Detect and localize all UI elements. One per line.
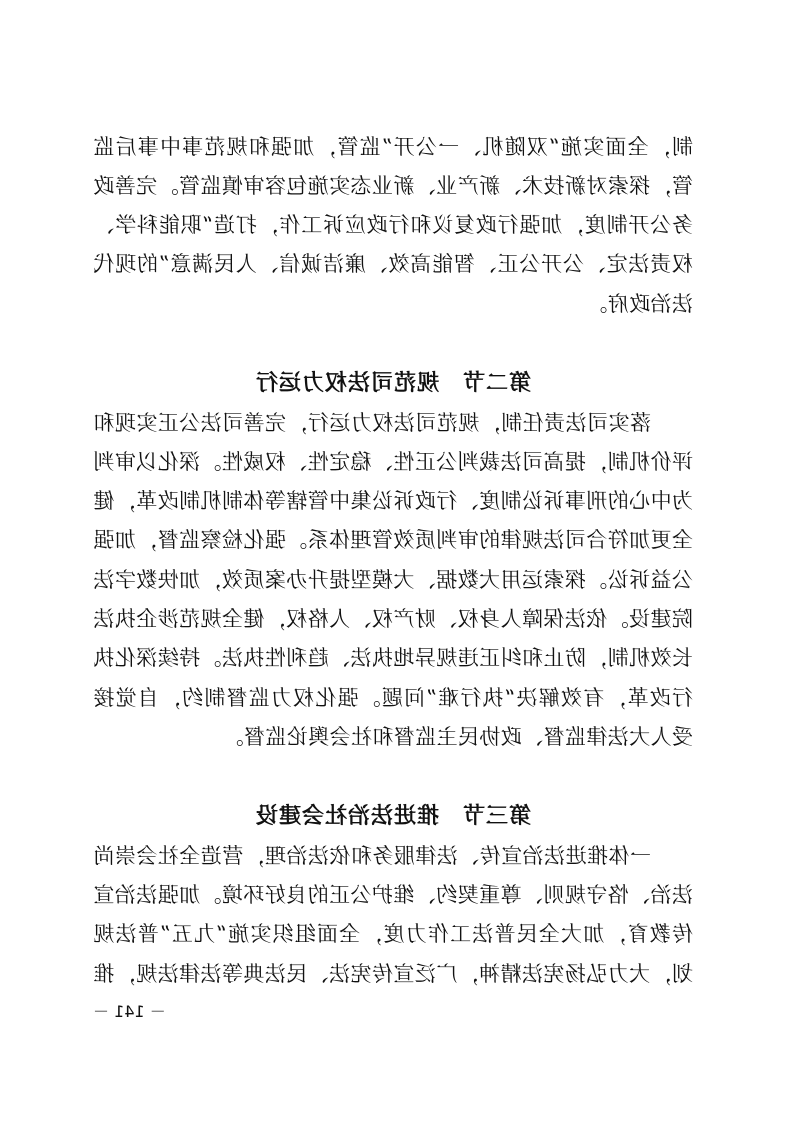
paragraph-line: 院建设。依法保障人身权、财产权、人格权，健全规范涉企执法 (93, 607, 693, 631)
paragraph-line: 受人大法律监督、政协民主监督和社会舆论监督。 (222, 725, 693, 749)
paragraph-line: 评价机制，提高司法裁判公正性、稳定性、权威性。深化以审判 (93, 450, 693, 474)
paragraph-line: 为中心的刑事诉讼制度、行政诉讼集中管辖等体制机制改革，健 (93, 489, 693, 513)
paragraph-line: 落实司法责任制，规范司法权力运行，完善司法公正实现和 (93, 411, 651, 435)
paragraph-line: 管，探索对新技术、新产业、新业态实施包容审慎监管。完善政 (93, 174, 693, 198)
paragraph-line: 制，全面实施“双随机、一公开”监管，加强和规范事中事后监 (93, 135, 693, 159)
paragraph-line: 行改革，有效解决“执行难”问题。强化权力监督制约，自觉接 (93, 686, 693, 710)
paragraph-line: 务公开制度，加强行政复议和行政应诉工作，打造“职能科学、 (93, 213, 693, 237)
paragraph-line: 权责法定、公开公正、智能高效、廉洁诚信、人民满意”的现代 (93, 252, 693, 276)
paragraph-line: 全更加符合司法规律的审判质效管理体系。强化检察监督，加强 (93, 528, 693, 552)
paragraph-line: 公益诉讼。探索运用大数据、大模型提升办案质效，加快数字法 (93, 568, 693, 592)
paragraph-line: 传教育，加大全民普法工作力度，全面组织实施“九五”普法规 (93, 922, 693, 946)
paragraph-line: 一体推进法治宣传、法律服务和依法治理，营造全社会崇尚 (93, 844, 651, 868)
section-heading: 第二节 规范司法权力运行 (255, 370, 532, 396)
paragraph-line: 长效机制，防止和纠正违规异地执法、趋利性执法。持续深化执 (93, 646, 693, 670)
paragraph-line: 划，大力弘扬宪法精神，广泛宣传宪法、民法典等法律法规，推 (93, 962, 693, 986)
page-number: － 141 － (93, 1002, 166, 1021)
paragraph-line: 法治政府。 (586, 292, 693, 316)
paragraph-line: 法治、恪守规则、尊重契约、维护公正的良好环境。加强法治宣 (93, 883, 693, 907)
section-heading: 第三节 推进法治社会建设 (255, 803, 532, 829)
